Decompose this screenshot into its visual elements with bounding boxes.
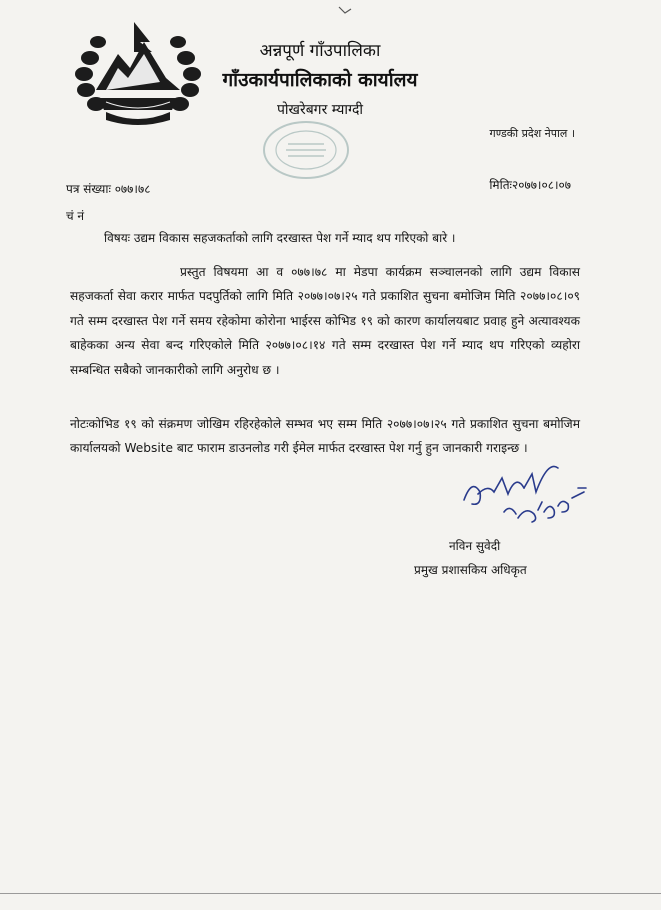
- subject-line: विषयः उद्यम विकास सहजकर्ताको लागि दरखास्त पेश गर्ने म्याद थप गरिएको बारे ।: [104, 231, 456, 245]
- municipality-name: अन्नपूर्ण गाँउपालिका: [259, 41, 381, 61]
- letter-date: मितिः२०७७।०८।०७: [489, 178, 571, 192]
- office-address: पोखरेबगर म्याग्दी: [276, 102, 364, 118]
- office-name: गाँउकार्यपालिकाको कार्यालय: [222, 69, 418, 91]
- nepal-emblem-icon: [72, 18, 204, 128]
- page-bottom-edge: [0, 893, 661, 894]
- signatory-name: नविन सुवेदी: [449, 539, 501, 553]
- province-label: गण्डकी प्रदेश नेपाल ।: [489, 127, 575, 140]
- signatory-title: प्रमुख प्रशासकिय अधिकृत: [414, 563, 527, 577]
- dispatch-number: चं नं: [66, 209, 85, 223]
- signature-icon: [458, 448, 608, 540]
- reference-number: पत्र संख्याः ०७७।७८: [66, 182, 151, 196]
- note-paragraph: नोटःकोभिड १९ को संक्रमण जोखिम रहिरहेकोले सम्भव भए सम्म मिति २०७७।०७।२५ गते प्रकाशित सुचना बमोजिम कार्यालयको Website बाट फाराम डाउनलोड गरी ईमेल मार्फत दरखास्त पेश गर्नु हुन जानकारी गराइन्छ ।: [70, 417, 580, 456]
- body-paragraph: प्रस्तुत विषयमा आ व ०७७।७८ मा मेडपा कार्यक्रम सञ्चालनको लागि उद्यम विकास सहजकर्ता सेवा करार मार्फत पदपुर्तिको लागि मिति २०७७।०७।२५ गते प्रकाशित सुचना बमोजिम मिति २०७७।०८।०९ गते सम्म दरखास्त पेश गर्ने समय रहेकोमा कोरोना भाईरस कोभिड १९ को कारण कार्यालयबाट प्रवाह हुने अत्यावश्यक बाहेकका अन्य सेवा बन्द गरिएकोले मिति २०७७।०८।१४ गते सम्म दरखास्त पेश गर्ने म्याद थप गरिएको व्यहोरा सम्बन्धित सबैको जानकारीको लागि अनुरोध छ ।: [70, 265, 580, 377]
- scan-mark: [338, 6, 352, 16]
- office-stamp-icon: [258, 118, 354, 182]
